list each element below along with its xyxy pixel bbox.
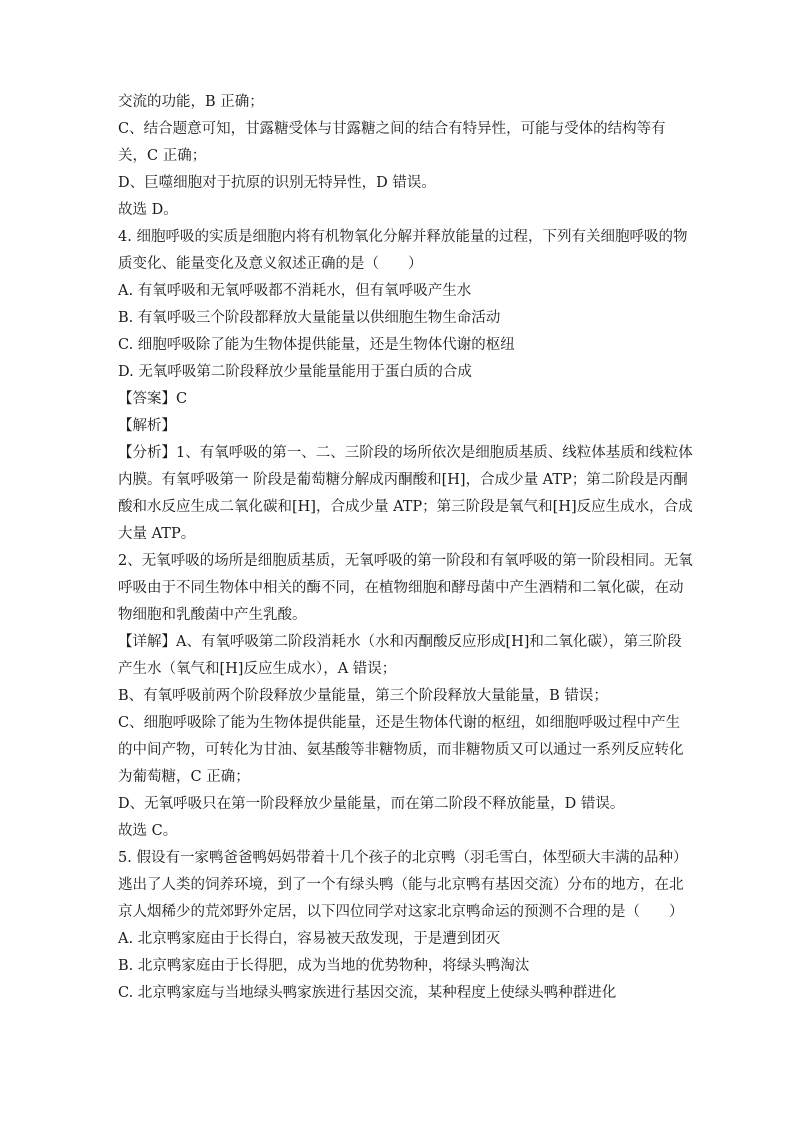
text-line: C、细胞呼吸除了能为生物体提供能量，还是生物体代谢的枢纽，如细胞呼吸过程中产生 — [118, 715, 681, 731]
text-line: 交流的功能，B 正确； — [118, 94, 264, 110]
text-line: B、有氧呼吸前两个阶段释放少量能量，第三个阶段释放大量能量，B 错误； — [118, 688, 608, 704]
text-line: 故选 D。 — [118, 202, 178, 218]
text-line: 酸和水反应生成二氧化碳和[H]，合成少量 ATP；第三阶段是氧气和[H]反应生成水，合成 — [118, 499, 693, 515]
text-line: 【详解】A、有氧呼吸第二阶段消耗水（水和丙酮酸反应形成[H]和二氧化碳），第三阶段 — [118, 634, 682, 650]
text-line: C、结合题意可知，甘露糖受体与甘露糖之间的结合有特异性，可能与受体的结构等有 — [118, 121, 666, 137]
analysis-label: 【解析】 — [118, 418, 176, 434]
question-5-stem: 5. 假设有一家鸭爸爸鸭妈妈带着十几个孩子的北京鸭（羽毛雪白，体型硕大丰满的品种） — [118, 850, 688, 866]
text-line: 的中间产物，可转化为甘油、氨基酸等非糖物质，而非糖物质又可以通过一系列反应转化 — [118, 742, 684, 758]
text-line: 大量 ATP。 — [118, 526, 196, 542]
question-4-stem: 4. 细胞呼吸的实质是细胞内将有机物氧化分解并释放能量的过程，下列有关细胞呼吸的物 — [118, 229, 688, 245]
text-line: 【分析】1、有氧呼吸的第一、二、三阶段的场所依次是细胞质基质、线粒体基质和线粒体 — [118, 445, 693, 461]
question-4-option-a: A. 有氧呼吸和无氧呼吸都不消耗水，但有氧呼吸产生水 — [118, 283, 472, 299]
text-line: 产生水（氧气和[H]反应生成水），A 错误； — [118, 661, 397, 677]
question-5-option-c: C. 北京鸭家庭与当地绿头鸭家族进行基因交流，某种程度上使绿头鸭种群进化 — [118, 985, 617, 1001]
text-line: D、无氧呼吸只在第一阶段释放少量能量，而在第二阶段不释放能量，D 错误。 — [118, 796, 625, 812]
question-5-option-b: B. 北京鸭家庭由于长得肥，成为当地的优势物种，将绿头鸭淘汰 — [118, 958, 530, 974]
answer-label: 【答案】C — [118, 391, 188, 407]
question-5-option-a: A. 北京鸭家庭由于长得白，容易被天敌发现，于是遭到团灭 — [118, 931, 501, 947]
text-line: 呼吸由于不同生物体中相关的酶不同，在植物细胞和酵母菌中产生酒精和二氧化碳，在动 — [118, 580, 684, 596]
text-line: 为葡萄糖，C 正确； — [118, 769, 250, 785]
question-4-option-d: D. 无氧呼吸第二阶段释放少量能量能用于蛋白质的合成 — [118, 364, 472, 380]
question-5-stem: 逃出了人类的饲养环境，到了一个有绿头鸭（能与北京鸭有基因交流）分布的地方，在北 — [118, 877, 684, 893]
question-5-stem: 京人烟稀少的荒郊野外定居，以下四位同学对这家北京鸭命运的预测不合理的是（ ） — [118, 904, 684, 920]
question-4-option-b: B. 有氧呼吸三个阶段都释放大量能量以供细胞生物生命活动 — [118, 310, 501, 326]
text-line: 2、无氧呼吸的场所是细胞质基质，无氧呼吸的第一阶段和有氧呼吸的第一阶段相同。无氧 — [118, 553, 693, 569]
text-line: D、巨噬细胞对于抗原的识别无特异性，D 错误。 — [118, 175, 436, 191]
text-line: 关，C 正确； — [118, 148, 207, 164]
text-line: 故选 C。 — [118, 823, 178, 839]
question-4-option-c: C. 细胞呼吸除了能为生物体提供能量，还是生物体代谢的枢纽 — [118, 337, 515, 353]
text-line: 内膜。有氧呼吸第一 阶段是葡萄糖分解成丙酮酸和[H]，合成少量 ATP；第二阶段是丙酮 — [118, 472, 688, 488]
text-line: 物细胞和乳酸菌中产生乳酸。 — [118, 607, 307, 623]
question-4-stem: 质变化、能量变化及意义叙述正确的是（ ） — [118, 256, 423, 272]
